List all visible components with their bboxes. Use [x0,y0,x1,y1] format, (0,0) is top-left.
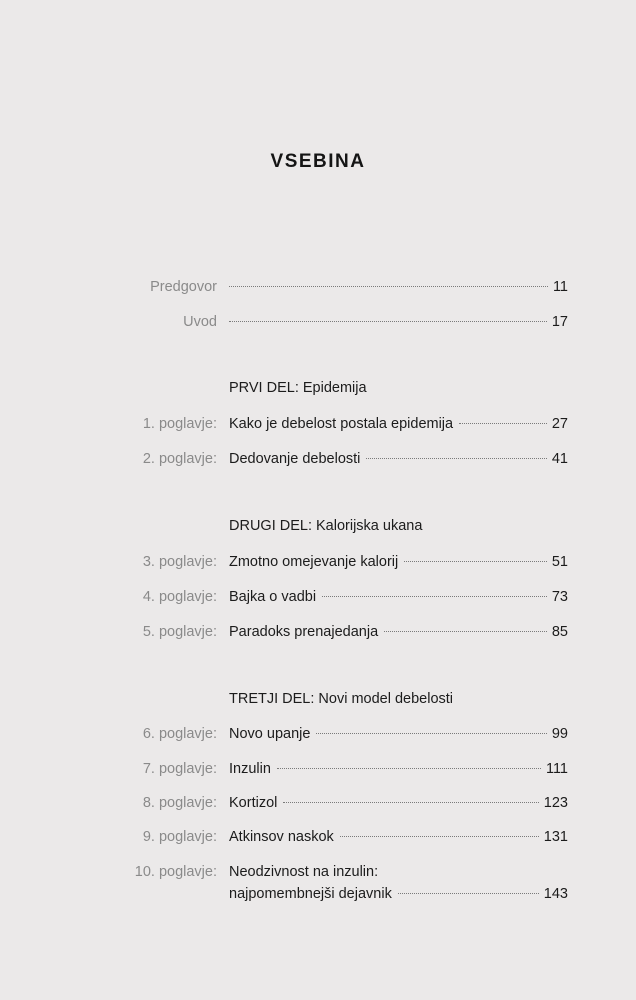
page-number: 73 [551,589,568,605]
toc-entry-label: 10. poglavje: [134,864,217,880]
dot-leader [322,596,547,597]
page-number: 123 [543,795,568,811]
toc-entry-chapter-5[interactable] [0,621,636,643]
toc-entry-chapter-6[interactable] [0,723,636,745]
toc-entry-chapter-1[interactable] [0,413,636,435]
chapter-title: Novo upanje [229,726,311,742]
toc-entry-label: 5. poglavje: [142,624,217,640]
page-number: 85 [551,624,568,640]
toc-entry-chapter-10[interactable] [0,861,636,905]
chapter-title: najpomembnejši dejavnik [229,886,392,902]
toc-entry-chapter-7[interactable] [0,758,636,780]
dot-leader [459,423,547,424]
page-title: VSEBINA [270,151,366,172]
toc-entry-label: Predgovor [150,279,217,295]
page-number: 111 [545,761,568,777]
toc-entry-label: 9. poglavje: [142,829,217,845]
part-heading: DRUGI DEL: Kalorijska ukana [229,518,423,534]
chapter-title-line1: Neodzivnost na inzulin: [229,864,379,880]
toc-entry-label: 7. poglavje: [142,761,217,777]
dot-leader [316,733,546,734]
toc-entry-chapter-9[interactable] [0,826,636,848]
chapter-title: Kortizol [229,795,278,811]
chapter-title: Atkinsov naskok [229,829,334,845]
chapter-title: Zmotno omejevanje kalorij [229,554,399,570]
toc-entry-chapter-3[interactable] [0,551,636,573]
toc-entry-chapter-2[interactable] [0,448,636,470]
chapter-title: Paradoks prenajedanja [229,624,379,640]
chapter-title: Kako je debelost postala epidemija [229,416,454,432]
toc-entry-label: 6. poglavje: [142,726,217,742]
dot-leader [340,836,539,837]
toc-entry-label: 3. poglavje: [142,554,217,570]
chapter-title: Bajka o vadbi [229,589,317,605]
toc-entry-label: 2. poglavje: [142,451,217,467]
toc-entry-uvod[interactable] [0,311,636,333]
toc-entry-label: 1. poglavje: [142,416,217,432]
dot-leader [366,458,546,459]
toc-entry-chapter-8[interactable] [0,792,636,814]
page-number: 99 [551,726,568,742]
dot-leader [229,321,547,322]
dot-leader [229,286,548,287]
chapter-title: Dedovanje debelosti [229,451,361,467]
toc-entry-label: Uvod [183,314,217,330]
toc-entry-chapter-4[interactable] [0,586,636,608]
chapter-title: Inzulin [229,761,271,777]
dot-leader [398,893,539,894]
toc-entry-label: 8. poglavje: [142,795,217,811]
page-number: 143 [543,886,568,902]
page-number: 27 [551,416,568,432]
page-number: 41 [551,451,568,467]
dot-leader [277,768,541,769]
toc-entry-label: 4. poglavje: [142,589,217,605]
part-heading: TRETJI DEL: Novi model debelosti [229,691,454,707]
dot-leader [404,561,547,562]
toc-entry-predgovor[interactable] [0,276,636,298]
page-number: 11 [552,279,568,295]
part-heading: PRVI DEL: Epidemija [229,380,367,396]
page-number: 131 [543,829,568,845]
dot-leader [283,802,538,803]
dot-leader [384,631,547,632]
page-number: 51 [551,554,568,570]
page-number: 17 [551,314,568,330]
